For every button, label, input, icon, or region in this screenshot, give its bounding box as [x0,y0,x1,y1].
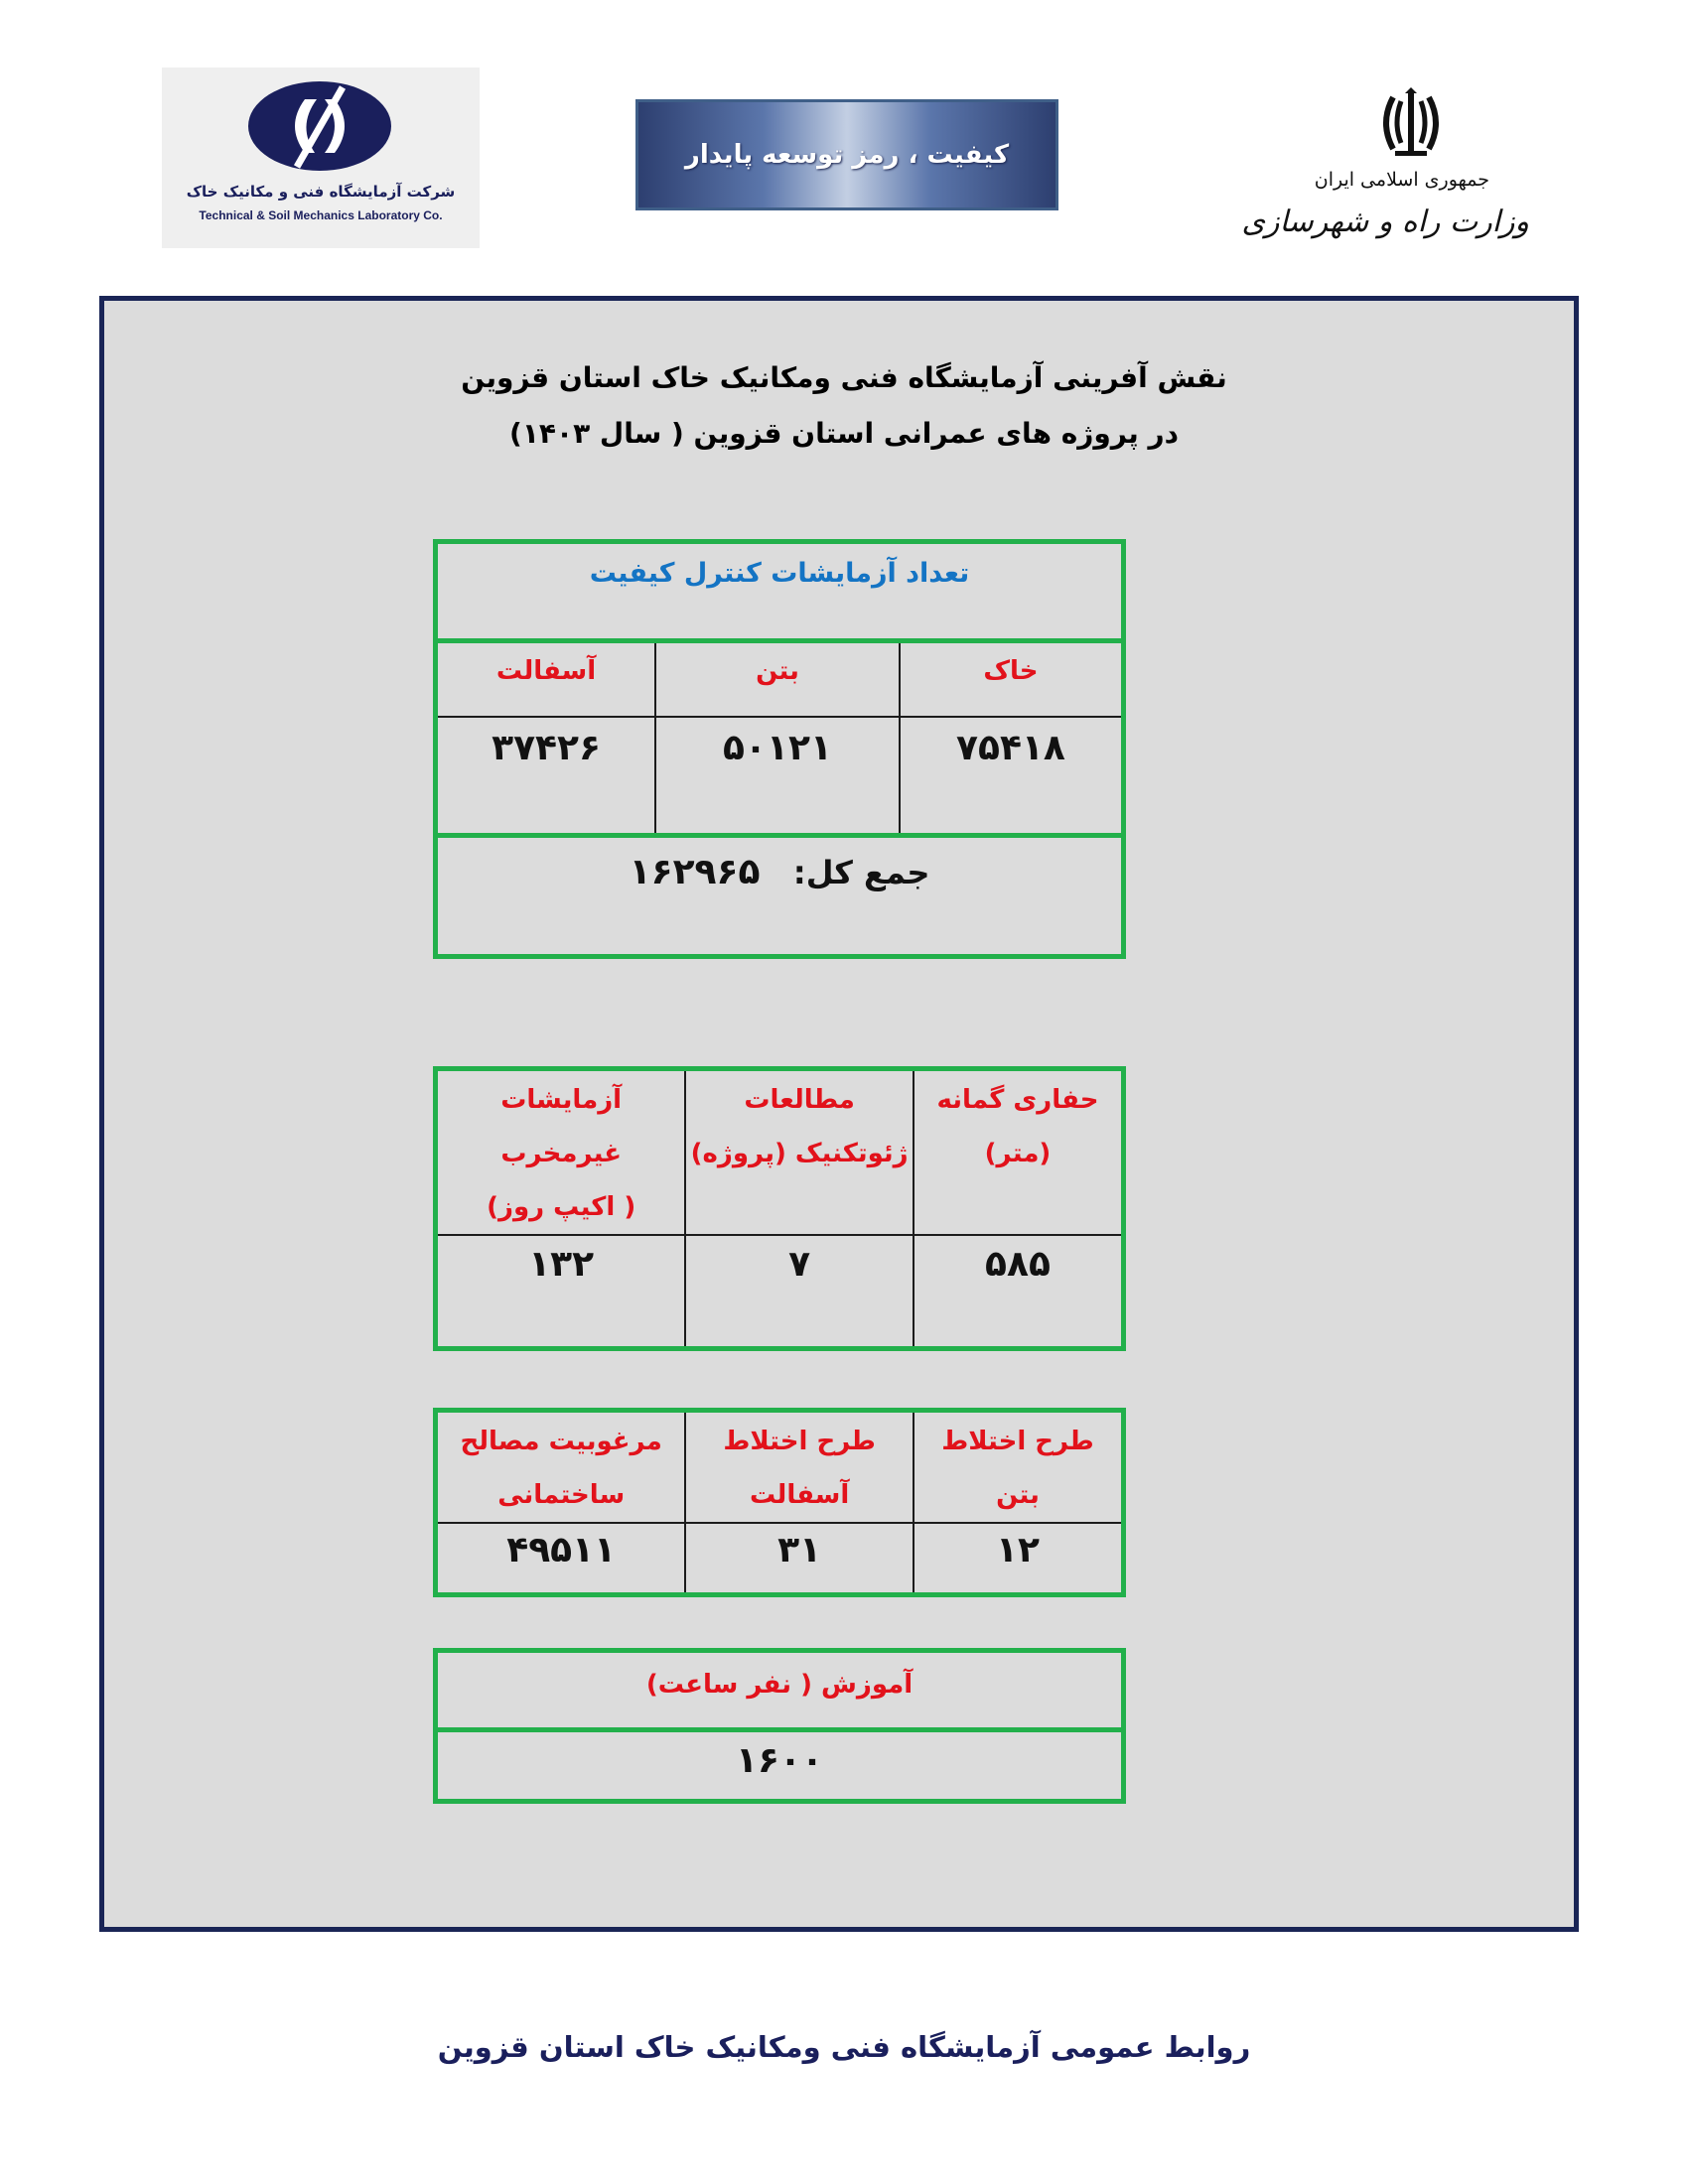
col-header-asphalt-mix: طرح اختلاط آسفالت [685,1411,914,1524]
col-header-soil: خاک [900,641,1124,717]
col-header-material-quality: مرغوبیت مصالح ساختمانی [436,1411,686,1524]
value-concrete: ۵۰۱۲۱ [655,717,900,836]
drilling-studies-table [433,1066,1126,1351]
value-asphalt: ۳۷۴۲۶ [436,717,656,836]
company-name-en: Technical & Soil Mechanics Laboratory Co. [199,208,443,222]
slogan-banner [635,99,1058,210]
value-soil: ۷۵۴۱۸ [900,717,1124,836]
value-geotech: ۷ [685,1235,914,1348]
grand-total-label: جمع کل: [792,854,930,891]
grand-total [438,838,1121,892]
footer-public-relations: روابط عمومی آزمایشگاه فنی ومکانیک خاک استان قزوین [437,2030,1251,2064]
ministry-logo [1241,87,1529,256]
training-heading-cell [436,1651,1124,1730]
grand-total-cell [436,836,1124,957]
training-value: ۱۶۰۰ [736,1740,823,1781]
col-header-concrete-mix: طرح اختلاط بتن [914,1411,1124,1524]
slogan-text: کیفیت ، رمز توسعه پایدار [684,140,1010,170]
value-asphalt-mix: ۳۱ [685,1523,914,1594]
col-header-geotech: مطالعات ژئوتکنیک (پروژه) [685,1069,914,1236]
ministry-name: وزارت راه و شهرسازی [1241,205,1529,239]
company-name-fa: شرکت آزمایشگاه فنی و مکانیک خاک [186,183,456,201]
page-title-line1: نقش آفرینی آزمایشگاه فنی ومکانیک خاک استان قزوین [461,361,1227,394]
value-borehole: ۵۸۵ [914,1235,1124,1348]
col-header-borehole: حفاری گمانه (متر) [914,1069,1124,1236]
training-heading: آموزش ( نفر ساعت) [645,1670,914,1700]
quality-tests-heading: تعداد آزمایشات کنترل کیفیت [589,558,970,589]
value-ndt: ۱۳۲ [436,1235,686,1348]
company-logo-icon [245,79,394,174]
mix-design-table [433,1408,1126,1597]
value-concrete-mix: ۱۲ [914,1523,1124,1594]
col-header-ndt: آزمایشات غیرمخرب ( اکیپ روز) [436,1069,686,1236]
quality-tests-table [433,539,1126,959]
quality-tests-heading-cell [436,542,1124,641]
col-header-concrete: بتن [655,641,900,717]
ministry-country: جمهوری اسلامی ایران [1314,169,1489,191]
emblem-icon [1379,87,1443,159]
training-value-cell [436,1730,1124,1802]
col-header-asphalt: آسفالت [436,641,656,717]
page-title-line2: در پروژه های عمرانی استان قزوین ( سال ۱۴۰۳) [509,417,1179,450]
grand-total-value: ۱۶۲۹۶۵ [629,852,761,892]
company-logo [162,68,480,248]
training-table [433,1648,1126,1804]
value-material-quality: ۴۹۵۱۱ [436,1523,686,1594]
